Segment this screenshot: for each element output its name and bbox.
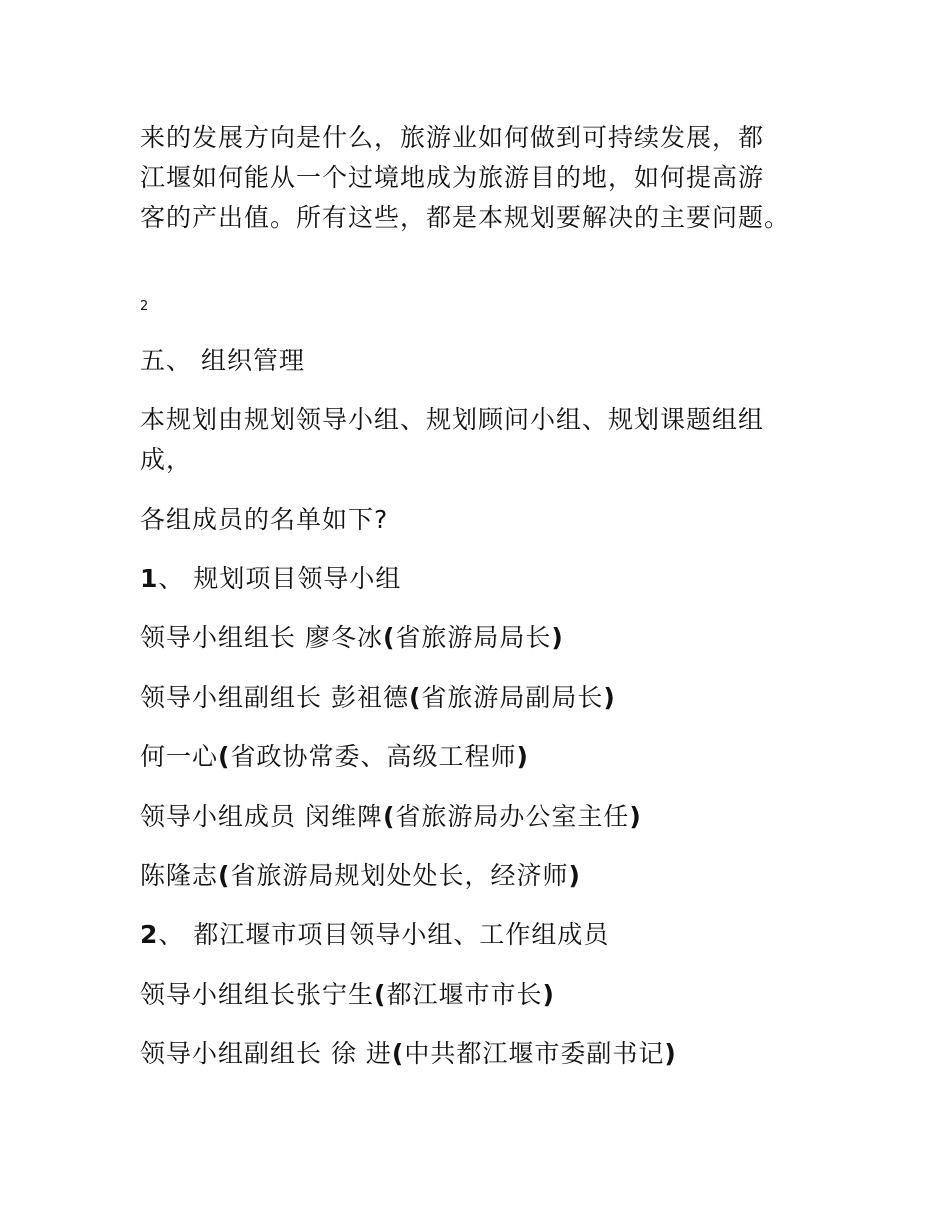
group1-member-2: 领导小组副组长 彭祖德(省旅游局副局长) [140,683,616,712]
intro-line-2: 江堰如何能从一个过境地成为旅游目的地，如何提高游 [140,163,765,192]
section-desc-line-2: 成， [140,445,193,474]
member-role: 领导小组成员 闵维陴 [140,802,383,831]
intro-line-1: 来的发展方向是什么，旅游业如何做到可持续发展，都 [140,123,765,152]
section-heading: 五、 组织管理 [140,346,305,375]
group1-title: 、 规划项目领导小组 [158,564,402,593]
member-note: 都江堰市市长 [386,980,543,1009]
group1-heading [140,559,401,599]
member-role: 领导小组组长 廖冬冰 [140,623,383,652]
member-note: 省旅游局副局长 [421,683,604,712]
group1-member-3: 何一心(省政协常委、高级工程师) [140,742,529,771]
member-note: 省旅游局办公室主任 [395,802,630,831]
group2-number: 2 [140,920,159,949]
group2-heading [140,915,609,955]
page-number: 2 [140,299,149,314]
group2-member-1: 领导小组组长张宁生(都江堰市市长) [140,980,555,1009]
member-role: 领导小组副组长 徐 进 [140,1039,392,1068]
group1-member-5: 陈隆志(省旅游局规划处处长，经济师) [140,861,581,890]
list-intro: 各组成员的名单如下? [140,505,389,534]
group1-number: 1 [140,564,159,593]
member-note: 中共都江堰市委副书记 [404,1039,665,1068]
intro-line-3: 客的产出值。所有这些，都是本规划要解决的主要问题。 [140,203,791,232]
member-role: 何一心 [140,742,219,771]
member-role: 陈隆志 [140,861,219,890]
member-note: 省旅游局规划处处长，经济师 [230,861,569,890]
member-note: 省政协常委、高级工程师 [230,742,517,771]
section-desc-line-1: 本规划由规划领导小组、规划顾问小组、规划课题组组 [140,405,765,434]
group2-title: 、 都江堰市项目领导小组、工作组成员 [158,920,610,949]
group1-member-4: 领导小组成员 闵维陴(省旅游局办公室主任) [140,802,642,831]
group1-member-1: 领导小组组长 廖冬冰(省旅游局局长) [140,623,564,652]
member-role: 领导小组副组长 彭祖德 [140,683,409,712]
member-note: 省旅游局局长 [395,623,552,652]
member-role: 领导小组组长张宁生 [140,980,375,1009]
group2-member-2: 领导小组副组长 徐 进(中共都江堰市委副书记) [140,1039,677,1068]
